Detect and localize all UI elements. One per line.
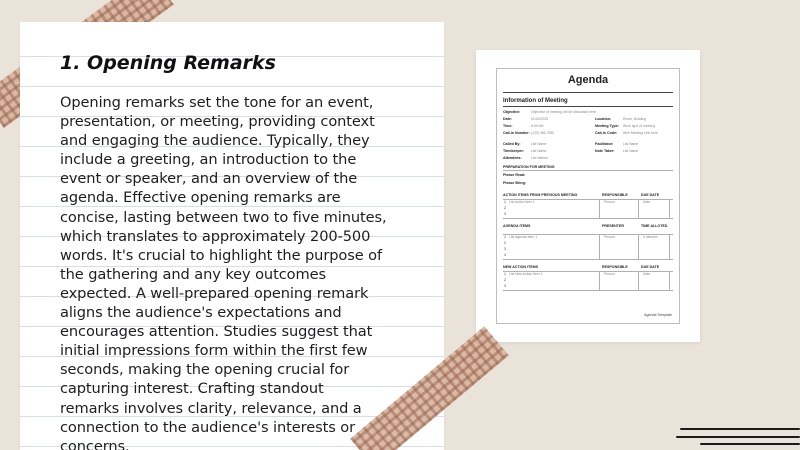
decorative-line-2 [676, 436, 800, 438]
agenda-row-number: 2 [504, 278, 506, 282]
agenda-row-date: Date [643, 272, 651, 276]
note-body-line: aligns the audience's expectations and [60, 304, 342, 322]
agenda-field-value: Room, Building [623, 117, 646, 121]
note-body-line: and engaging the audience. Typically, they [60, 132, 370, 150]
agenda-info-heading: Information of Meeting [503, 98, 568, 104]
note-body-line: which translates to approximately 200-500 [60, 227, 371, 245]
note-body-line: connection to the audience's interests or [60, 418, 355, 436]
agenda-field-value: List Names [531, 156, 548, 160]
agenda-row-number: 1 [504, 200, 506, 204]
agenda-table-rule [503, 290, 673, 291]
agenda-title-rule [503, 92, 673, 93]
agenda-field-value: Web Meeting Link here [623, 131, 658, 135]
agenda-table-header: DUE DATE [641, 193, 660, 197]
agenda-row-date: # minutes [643, 235, 658, 239]
note-body-line: include a greeting, an introduction to the [60, 151, 357, 169]
agenda-table-header: PRESENTER [602, 224, 624, 228]
agenda-table-header: NEW ACTION ITEMS [503, 265, 539, 269]
agenda-field-label: Timekeeper: [503, 149, 525, 153]
agenda-info-rule [503, 106, 673, 107]
agenda-field-value: 8:00 AM [531, 124, 544, 128]
agenda-field-value: Objective of meeting will be discussed here [531, 110, 597, 114]
agenda-row-number: 2 [504, 241, 506, 245]
agenda-table-header: ACTION ITEMS FROM PREVIOUS MEETING [503, 193, 578, 197]
agenda-row-number: 4 [504, 253, 506, 257]
agenda-row-date: Date [643, 200, 651, 204]
agenda-prep-field: Please Bring: [503, 181, 526, 185]
agenda-field-label: Call-In Code: [595, 131, 618, 135]
agenda-table-header: RESPONSIBLE [602, 265, 628, 269]
agenda-table-header: DUE DATE [641, 265, 660, 269]
agenda-field-label: Date: [503, 117, 512, 121]
agenda-field-value: (123) 456-7890 [531, 131, 555, 135]
agenda-table-header: TIME ALLOTED [641, 224, 668, 228]
agenda-field-value: List Name [623, 149, 639, 153]
note-body-line: encourages attention. Studies suggest that [60, 323, 373, 341]
agenda-row-item: List Agenda Item 1 [509, 235, 538, 239]
note-body-line: concerns. [60, 437, 130, 450]
agenda-title: Agenda [567, 74, 609, 86]
agenda-row-person: Person [604, 272, 615, 276]
agenda-field-value: List Name [531, 142, 547, 146]
agenda-table-divider [599, 271, 600, 290]
decorative-line-3 [700, 443, 800, 445]
agenda-table-divider [638, 234, 639, 259]
agenda-document [496, 68, 680, 324]
agenda-row-number: 3 [504, 284, 506, 288]
note-body-line: event or speaker, and an overview of the [60, 170, 358, 188]
agenda-table-divider [599, 199, 600, 218]
agenda-row-item: List Action Item 1 [509, 200, 535, 204]
agenda-prep-field: Please Read: [503, 173, 526, 177]
note-body-line: capturing interest. Crafting standout [60, 380, 324, 398]
note-body-line: expected. A well-prepared opening remark [60, 284, 369, 302]
note-body-line: seconds, making the opening crucial for [60, 361, 350, 379]
agenda-field-value: Work type of meeting [623, 124, 655, 128]
agenda-field-value: List Name [623, 142, 639, 146]
agenda-table-header: AGENDA ITEMS [503, 224, 531, 228]
agenda-row-number: 3 [504, 212, 506, 216]
note-body-line: agenda. Effective opening remarks are [60, 189, 341, 207]
agenda-table-divider [669, 199, 670, 218]
agenda-table-header: RESPONSIBLE [602, 193, 628, 197]
agenda-field-label: Called By: [503, 142, 521, 146]
note-heading: 1. Opening Remarks [60, 52, 276, 74]
agenda-table-rule [503, 218, 673, 219]
note-body-line: words. It's crucial to highlight the purpose of [60, 246, 382, 264]
agenda-row-number: 1 [504, 272, 506, 276]
agenda-field-label: Facilitator: [595, 142, 614, 146]
agenda-table-divider [599, 234, 600, 259]
agenda-row-number: 2 [504, 206, 506, 210]
agenda-field-value: List Name [531, 149, 547, 153]
agenda-row-person: Person [604, 235, 615, 239]
note-body [60, 93, 404, 450]
agenda-prep-rule [503, 170, 673, 171]
agenda-field-label: Objective: [503, 110, 521, 114]
agenda-field-label: Meeting Type: [595, 124, 619, 128]
agenda-field-value: 01/01/2025 [531, 117, 548, 121]
agenda-table-divider [638, 199, 639, 218]
agenda-preview-card [476, 50, 700, 342]
note-body-line: Opening remarks set the tone for an event, [60, 94, 374, 111]
agenda-prep-heading: PREPARATION FOR MEETING [503, 165, 555, 169]
agenda-field-label: Call-in Number: [503, 131, 530, 135]
agenda-row-number: 1 [504, 235, 506, 239]
agenda-row-person: Person [604, 200, 615, 204]
note-body-line: presentation, or meeting, providing context [60, 113, 375, 131]
agenda-table-divider [638, 271, 639, 290]
agenda-table-divider [669, 271, 670, 290]
agenda-table-divider [669, 234, 670, 259]
note-body-line: initial impressions form within the first few [60, 342, 368, 360]
note-body-line: concise, lasting between two to five minutes, [60, 208, 387, 226]
note-body-line: remarks involves clarity, relevance, and a [60, 399, 362, 417]
agenda-table-rule [503, 259, 673, 260]
agenda-field-label: Note Taker: [595, 149, 615, 153]
agenda-field-label: Location: [595, 117, 612, 121]
decorative-line-1 [680, 428, 800, 430]
agenda-row-number: 3 [504, 247, 506, 251]
agenda-row-item: List New Action Item 1 [509, 272, 543, 276]
agenda-field-label: Time: [503, 124, 513, 128]
agenda-footer: Agenda Template [644, 313, 672, 317]
note-body-line: the gathering and any key outcomes [60, 265, 326, 283]
agenda-field-label: Attendees: [503, 156, 522, 160]
